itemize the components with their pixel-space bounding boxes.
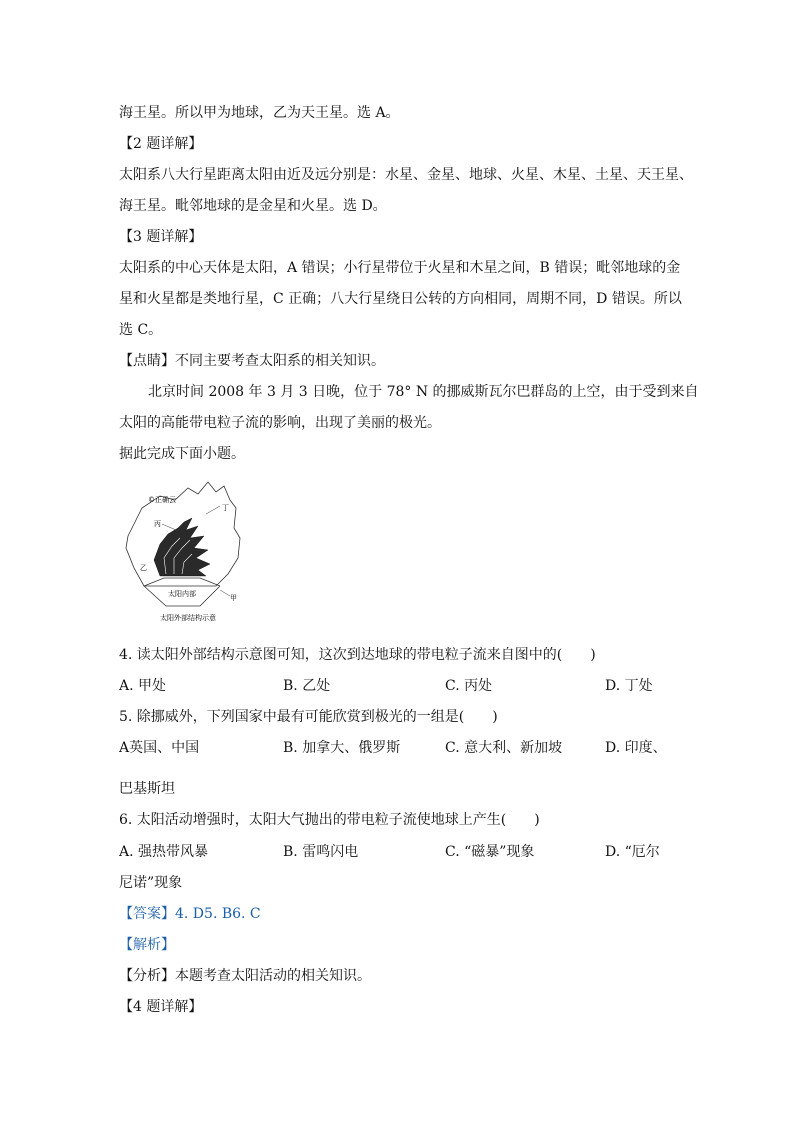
prominence-shape	[154, 518, 210, 576]
analysis-heading: 【解析】	[119, 937, 175, 953]
option-a: A. 甲处	[119, 678, 167, 694]
figure-label-top: ©正确云	[148, 496, 176, 504]
sun-structure-figure	[120, 478, 250, 628]
interior-boundary	[144, 578, 220, 586]
option-c: C. 丙处	[445, 678, 493, 694]
note-line: 【点睛】不同主要考查太阳系的相关知识。	[119, 353, 385, 369]
option-b: B. 加拿大、俄罗斯	[283, 740, 401, 756]
text-line: 海王星。所以甲为地球，乙为天王星。选 A。	[119, 105, 400, 121]
option-c: C. “磁暴”现象	[445, 844, 535, 860]
text-line: 太阳系八大行星距离太阳由近及远分别是：水星、金星、地球、火星、木星、土星、天王星、	[119, 167, 693, 183]
option-d: D. 印度、	[605, 740, 667, 756]
option-b: B. 乙处	[283, 678, 331, 694]
option-b: B. 雷鸣闪电	[283, 844, 359, 860]
leader-line	[162, 524, 176, 530]
figure-label-ding: 丁	[222, 504, 229, 512]
option-continuation: 巴基斯坦	[119, 781, 175, 797]
option-continuation: 尼诺”现象	[119, 875, 183, 891]
option-c: C. 意大利、新加坡	[445, 740, 563, 756]
section-heading: 【4 题详解】	[119, 999, 203, 1015]
figure-label-bing: 丙	[154, 520, 161, 528]
figure-caption: 太阳外部结构示意	[160, 614, 216, 622]
figure-label-yi: 乙	[140, 564, 147, 572]
text-line: 太阳系的中心天体是太阳，A 错误；小行星带位于火星和木星之间，B 错误；毗邻地球的金	[119, 260, 681, 276]
leader-line	[206, 506, 220, 514]
text-line: 海王星。毗邻地球的是金星和火星。选 D。	[119, 198, 387, 214]
answer-line: 【答案】4. D5. B6. C	[119, 906, 261, 922]
question-stem: 5. 除挪威外，下列国家中最有可能欣赏到极光的一组是( )	[119, 709, 498, 725]
leader-line	[220, 590, 230, 596]
option-a: A. 强热带风暴	[119, 844, 209, 860]
figure-label-jia: 甲	[230, 594, 237, 602]
passage-line: 太阳的高能带电粒子流的影响，出现了美丽的极光。	[119, 415, 441, 431]
question-stem: 6. 太阳活动增强时，太阳大气抛出的带电粒子流使地球上产生( )	[119, 812, 540, 828]
text-line: 星和火星都是类地行星，C 正确；八大行星绕日公转的方向相同，周期不同，D 错误。所以	[119, 291, 682, 307]
section-heading: 【2 题详解】	[119, 136, 203, 152]
figure-label-inner: 太阳内部	[168, 590, 196, 598]
option-d: D. “厄尔	[605, 844, 660, 860]
analysis-line: 【分析】本题考查太阳活动的相关知识。	[119, 968, 371, 984]
option-a: A英国、中国	[119, 740, 200, 756]
question-options	[119, 676, 653, 696]
option-d: D. 丁处	[605, 678, 653, 694]
question-stem: 4. 读太阳外部结构示意图可知，这次到达地球的带电粒子流来自图中的( )	[119, 647, 596, 663]
instruction-line: 据此完成下面小题。	[119, 446, 245, 462]
section-heading: 【3 题详解】	[119, 229, 203, 245]
text-line: 选 C。	[119, 322, 163, 338]
question-options	[119, 842, 660, 862]
passage-line: 北京时间 2008 年 3 月 3 日晚，位于 78° N 的挪威斯瓦尔巴群岛的上空，由于受到来自	[148, 384, 699, 400]
question-options	[119, 738, 667, 758]
